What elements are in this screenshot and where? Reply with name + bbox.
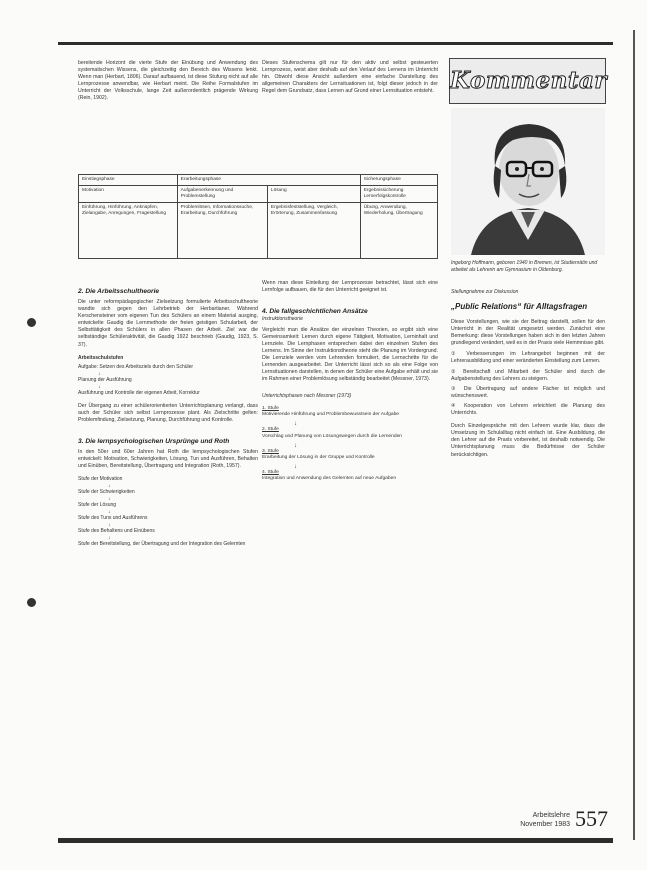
flow-step-text: Motivierende Hinführung und Problembewusstsein der Aufgabe xyxy=(262,412,400,418)
bottom-rule xyxy=(58,838,613,843)
comment-point: ② Bereitschaft und Mitarbeit der Schüler sind durch die Aufgabenstellung des Lehrers zu steigern. xyxy=(451,368,605,382)
mid-intro-paragraph: Dieses Stufenschema gilt nur für den aktiv und selbst gesteuerten Lernprozess, weist aber deshalb auf den Verlauf des Lernens im Unterricht hin. Obwohl diese Ansicht außerdem eine einfache Darstellung des allgemeinen Charakters der Lernsituationen ist, folgt dieser jedoch in der Regel dem Grundsatz, dass Lernen auf Grund einer Lernsituation entsteht. xyxy=(262,60,438,95)
roth-step: Stufe der Lösung xyxy=(78,502,117,509)
gaudig-step: Aufgabe: Setzen des Arbeitsziels durch den Schüler xyxy=(78,364,194,371)
portrait-caption: Ingeborg Hoffmann, geboren 1940 in Bremen, ist Studienrätin und arbeitet als Lehrerin am Gymnasium in Oldenburg. xyxy=(451,260,598,273)
gaudig-step: Ausführung und Kontrolle der eigenen Arbeit, Korrektur xyxy=(78,390,200,397)
table-header: Erarbeitungsphase xyxy=(177,175,360,186)
table-cell: Motivation xyxy=(79,186,178,203)
arrow-icon: ↓ xyxy=(108,521,111,528)
table-header: Sicherungsphase xyxy=(360,175,437,186)
section-heading: 4. Die fallgeschichtlichen Ansätze xyxy=(262,308,368,316)
section-paragraph: Vergleicht man die Ansätze der einzelnen Theorien, so ergibt sich eine Gemeinsamkeit: Lernen durch eigene Tätigkeit, Motivation, Lerninhalt und Lernziele. Die Lernphasen entsprechen dabei den einzelnen Stufen des Lernens. Im Sinne der Instruktionstheorie steht die Planung im Vordergrund. Die Lernziele werden vom Lehrenden formuliert, die Lernschritte für die Lernenden ausgearbeitet. Der Unterricht lässt sich so als eine Folge von Lernsituationen darstellen, in denen der Schüler eine Aufgabe erhält und sie im Rahmen einer Problemlösung selbständig bearbeitet (Messner, 1973). xyxy=(262,326,438,383)
section-subheading: Instruktionstheorie xyxy=(262,316,303,323)
banner-title: Kommentar xyxy=(450,67,607,94)
flow-step xyxy=(262,470,438,482)
middle-column xyxy=(262,280,438,487)
table-cell: Ergebnissicherung Lernerfolgskontrolle xyxy=(360,186,437,203)
comment-paragraph: Diese Vorstellungen, wie sie der Beitrag darstellt, sollen für den Unterricht in der Realität umgesetzt werden. Zunächst eine Bemerkung: diese Vorstellungen haben sich in den letzten Jahren grundlegend verändert, weil es in der Praxis viele Hemmnisse gibt. xyxy=(451,319,605,347)
punch-hole xyxy=(27,318,36,327)
left-column xyxy=(78,288,258,548)
arrow-icon: ↓ xyxy=(108,534,111,541)
table-cell: Übung, Anwendung, Wiederholung, Übertragung xyxy=(360,203,437,259)
table-cell: Lösung xyxy=(267,186,360,203)
roth-step: Stufe der Motivation xyxy=(78,476,123,483)
flow-step-text: Integration und Anwendung des Gelernten auf neue Aufgaben xyxy=(262,476,397,482)
table-header: Einstiegsphase xyxy=(79,175,178,186)
section-heading: 3. Die lernpsychologischen Ursprünge und Roth xyxy=(78,437,230,445)
comment-paragraph: Durch Einzelgespräche mit den Lehrern wurde klar, dass die Umsetzung im Schulalltag nicht einfach ist. Eine Ausbildung, die den Lehrer auf die Praxis vorbereitet, ist deshalb notwendig. Die Unterrichtsplanung muss die Bedürfnisse der Schüler berücksichtigen. xyxy=(451,423,605,458)
sidebar-author-line: Stellungnahme zur Diskussion xyxy=(451,289,519,295)
roth-step: Stufe der Bereitstellung, der Übertragung und der Integration des Gelernten xyxy=(78,541,246,548)
messner-flow xyxy=(262,406,438,483)
page-edge-line xyxy=(633,30,635,840)
table-cell: Problemlösen, Informationssuche, Erarbeitung, Durchführung xyxy=(177,203,267,259)
roth-step: Stufe des Behaltens und Einübens xyxy=(78,528,155,535)
section-paragraph: Wenn man diese Einteilung der Lernprozesse betrachtet, lässt sich eine Lernfolge aufbauen, die für den Unterricht geeignet ist. xyxy=(262,280,438,294)
arrow-icon: ↓ xyxy=(98,370,101,377)
issue-date: November 1983 xyxy=(520,821,570,828)
comment-point: ③ Die Übertragung auf andere Fächer ist möglich und wünschenswert. xyxy=(451,385,605,399)
flow-step-title: 3. Stufe xyxy=(262,448,279,454)
left-intro-paragraph: bereitende Horizont die vierte Stufe der Einübung und Anwendung des systematischen Wissens, die gleichzeitig den Bereich des Wissens lenkt. Wenn man (Herbart, 1806). Darauf aufbauend, ist diese Stufung nicht auf alle Lernprozesse anwendbar, wie Herbart meint. Die Reihe Formalstufen im Unterricht der Volksschule, lange Zeit außerordentlich prägende Wirkung (Rein, 1902). xyxy=(78,60,258,102)
flow-step-title: 2. Stufe xyxy=(262,427,279,433)
arrow-icon: ↓ xyxy=(294,464,297,471)
table-cell: Ergebnisfeststellung, Vergleich, Erörterung, Zusammenfassung xyxy=(267,203,360,259)
section-paragraph: Der Übergang zu einer schülerorientierten Unterrichtsplanung verlangt, dass auch der Schüler sich selbst Lernprozesse plant. Als Zielschritte gelten: Problemfindung, Zielsetzung, Planung, Durchführung und Kontrolle. xyxy=(78,402,258,423)
punch-hole xyxy=(27,598,36,607)
flow-step-title: 4. Stufe xyxy=(262,470,279,476)
gaudig-step: Planung der Ausführung xyxy=(78,377,132,384)
flow-step-title: 1. Stufe xyxy=(262,405,279,411)
gaudig-label: Arbeitsschulstufen xyxy=(78,354,124,361)
portrait-illustration xyxy=(451,108,605,255)
phases-table xyxy=(78,174,438,259)
flow-header: Unterrichtsphasen nach Messner (1973) xyxy=(262,393,352,400)
author-portrait xyxy=(451,108,605,255)
table-cell: Aufgabenerkennung und Problemstellung xyxy=(177,186,267,203)
table-cell: Einführung, Hinführung, Anknüpfen, Zielangabe, Anregungen, Fragestellung xyxy=(79,203,178,259)
section-paragraph: In den 50er und 60er Jahren hat Roth die lernpsychologischen Stufen entwickelt: Motivation, Schwierigkeiten, Lösung, Tun und Ausführen, Behalten und Einüben, Bereitstellung, Übertragung und Integration (Roth, 1957). xyxy=(78,448,258,470)
arrow-icon: ↓ xyxy=(108,495,111,502)
section-heading: 2. Die Arbeitsschultheorie xyxy=(78,288,160,295)
comment-title: „Public Relations“ für Alltagsfragen xyxy=(451,301,588,311)
arrow-icon: ↓ xyxy=(108,482,111,489)
flow-step xyxy=(262,406,438,418)
journal-name: Arbeitslehre xyxy=(532,812,570,819)
kommentar-banner xyxy=(449,58,606,104)
flow-step-text: Vorschlag und Planung von Lösungswegen durch die Lernenden xyxy=(262,433,403,439)
flow-step xyxy=(262,427,438,439)
section-paragraph: Die unter reformpädagogischer Zielsetzung formulierte Arbeitsschultheorie wandte sich gegen den Lehrbetrieb der Herbartianer. Während Kerschensteiner vom eigenen Tun des Schülers an einem Material ausging, entwickelte Gaudig die Lernmethode der freien geistigen Schularbeit, der Selbsttätigkeit des Schülers in allen Phasen der Arbeit. Ziel war die selbständige Schüleraktivität, die Gaudig 1922 beschrieb (Gaudig, 1923, S. 37). xyxy=(78,299,258,348)
roth-steps xyxy=(78,476,258,548)
arrow-icon: ↓ xyxy=(294,442,297,449)
arrow-icon: ↓ xyxy=(108,508,111,515)
sidebar-column xyxy=(451,260,605,459)
page-number: 557 xyxy=(575,806,608,831)
roth-step: Stufe des Tuns und Ausführens xyxy=(78,515,148,522)
top-rule xyxy=(58,42,613,45)
flow-step-text: Erarbeitung der Lösung in der Gruppe und Kontrolle xyxy=(262,454,375,460)
roth-step: Stufe der Schwierigkeiten xyxy=(78,489,135,496)
flow-step xyxy=(262,449,438,461)
arrow-icon: ↓ xyxy=(98,383,101,390)
arrow-icon: ↓ xyxy=(294,421,297,428)
comment-point: ④ Kooperation von Lehrern erleichtert die Planung des Unterrichts. xyxy=(451,402,605,417)
comment-point: ① Verbesserungen im Lehrangebot beginnen mit der Lehrerausbildung und einer veränderten Einstellung zum Lernen. xyxy=(451,351,605,365)
